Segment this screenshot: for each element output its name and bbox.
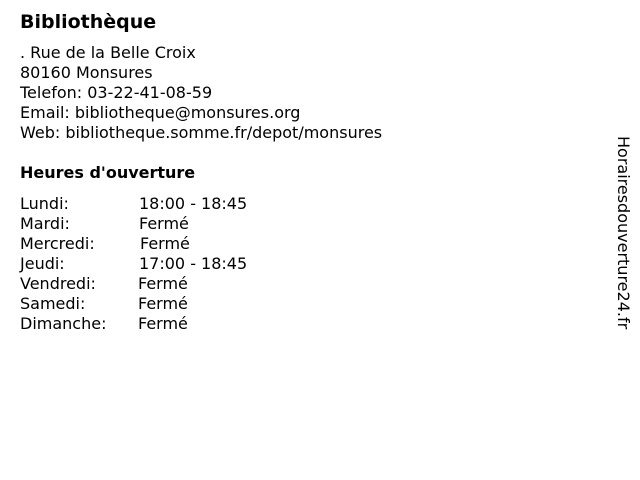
day-label: Mercredi: xyxy=(20,234,95,253)
day-hours: 18:00 - 18:45 xyxy=(139,194,248,213)
day-label: Samedi: xyxy=(20,294,86,313)
day-hours: Fermé xyxy=(138,294,188,313)
phone-line: Telefon: 03-22-41-08-59 xyxy=(20,83,213,102)
web-line: Web: bibliotheque.somme.fr/depot/monsures xyxy=(20,123,383,142)
address-city: 80160 Monsures xyxy=(20,63,153,82)
day-hours: Fermé xyxy=(138,314,188,333)
day-hours: 17:00 - 18:45 xyxy=(139,254,248,273)
day-hours: Fermé xyxy=(139,214,189,233)
day-label: Lundi: xyxy=(20,194,69,213)
opening-hours-heading: Heures d'ouverture xyxy=(20,163,196,182)
site-brand-watermark: Horairesdouverture24.fr xyxy=(614,136,633,330)
day-hours: Fermé xyxy=(138,274,188,293)
email-line: Email: bibliotheque@monsures.org xyxy=(20,103,301,122)
day-label: Vendredi: xyxy=(20,274,96,293)
day-hours: Fermé xyxy=(140,234,190,253)
contact-block xyxy=(20,43,382,143)
library-title: Bibliothèque xyxy=(20,11,157,33)
day-label: Dimanche: xyxy=(20,314,107,333)
address-street: . Rue de la Belle Croix xyxy=(20,43,196,62)
day-label: Jeudi: xyxy=(20,254,65,273)
day-label: Mardi: xyxy=(20,214,70,233)
